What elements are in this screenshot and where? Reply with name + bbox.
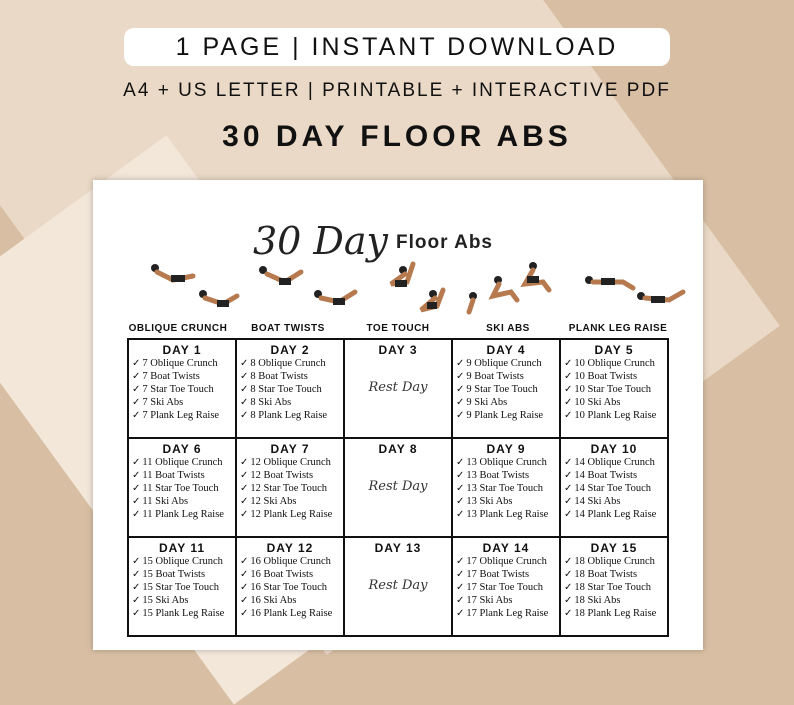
- checkmark-icon: ✓: [456, 496, 465, 507]
- exercise-item: [132, 555, 235, 568]
- caps-title: Floor Abs: [396, 232, 493, 253]
- day-cell: [344, 438, 452, 537]
- exercise-item: [456, 396, 559, 409]
- day-cell: [236, 537, 344, 636]
- exercise-text: 7 Star Toe Touch: [142, 384, 214, 395]
- exercise-item: [240, 607, 343, 620]
- checkmark-icon: ✓: [456, 483, 465, 494]
- exercise-item: [132, 409, 235, 422]
- checkmark-icon: ✓: [132, 595, 141, 606]
- day-label: DAY 7: [270, 442, 310, 456]
- checkmark-icon: ✓: [240, 595, 249, 606]
- checkmark-icon: ✓: [564, 470, 573, 481]
- checkmark-icon: ✓: [240, 509, 249, 520]
- day-calendar-grid: [127, 338, 669, 637]
- day-cell: [128, 537, 236, 636]
- exercise-list: [561, 456, 667, 521]
- exercise-item: [564, 555, 667, 568]
- checkmark-icon: ✓: [240, 470, 249, 481]
- exercise-item: [456, 508, 559, 521]
- exercise-list: [237, 357, 343, 422]
- exercise-text: 16 Star Toe Touch: [250, 582, 327, 593]
- checkmark-icon: ✓: [240, 496, 249, 507]
- exercise-text: 18 Ski Abs: [574, 595, 621, 606]
- headline: 30 DAY FLOOR ABS: [222, 120, 572, 153]
- exercise-item: [132, 456, 235, 469]
- checkmark-icon: ✓: [132, 457, 141, 468]
- checkmark-icon: ✓: [240, 384, 249, 395]
- exercise-list: [129, 456, 235, 521]
- exercise-item: [132, 607, 235, 620]
- exercise-text: 18 Oblique Crunch: [574, 556, 655, 567]
- exercise-list: [129, 555, 235, 620]
- exercise-list: [237, 555, 343, 620]
- banner: 1 PAGE | INSTANT DOWNLOAD: [124, 28, 670, 66]
- exercise-item: [456, 482, 559, 495]
- exercise-item: [564, 383, 667, 396]
- exercise-text: 15 Star Toe Touch: [142, 582, 219, 593]
- exercise-item: [564, 482, 667, 495]
- exercise-item: [132, 396, 235, 409]
- day-label: DAY 1: [162, 343, 202, 357]
- exercise-item: [456, 456, 559, 469]
- checkmark-icon: ✓: [456, 358, 465, 369]
- checkmark-icon: ✓: [240, 582, 249, 593]
- exercise-text: 8 Plank Leg Raise: [250, 410, 328, 421]
- exercise-item: [456, 568, 559, 581]
- exercise-label: SKI ABS: [486, 323, 530, 334]
- ski-abs-figure-icon: [469, 262, 549, 312]
- day-label: DAY 15: [590, 541, 638, 555]
- exercise-item: [132, 508, 235, 521]
- exercise-label: OBLIQUE CRUNCH: [128, 323, 228, 334]
- script-title: 30 Day: [253, 219, 389, 263]
- checkmark-icon: ✓: [132, 384, 141, 395]
- exercise-text: 13 Star Toe Touch: [466, 483, 543, 494]
- exercise-label: BOAT TWISTS: [251, 323, 325, 334]
- checkmark-icon: ✓: [132, 371, 141, 382]
- exercise-text: 9 Boat Twists: [466, 371, 524, 382]
- rest-day-text: Rest Day: [368, 380, 428, 395]
- checkmark-icon: ✓: [564, 358, 573, 369]
- exercise-item: [132, 370, 235, 383]
- exercise-text: 14 Star Toe Touch: [574, 483, 651, 494]
- exercise-text: 13 Boat Twists: [466, 470, 530, 481]
- exercise-list: [453, 357, 559, 422]
- exercise-text: 7 Ski Abs: [142, 397, 184, 408]
- exercise-item: [132, 469, 235, 482]
- exercise-text: 14 Oblique Crunch: [574, 457, 655, 468]
- exercise-item: [240, 594, 343, 607]
- exercise-text: 15 Oblique Crunch: [142, 556, 223, 567]
- exercise-text: 12 Ski Abs: [250, 496, 297, 507]
- checkmark-icon: ✓: [240, 483, 249, 494]
- exercise-text: 12 Oblique Crunch: [250, 457, 331, 468]
- checkmark-icon: ✓: [240, 358, 249, 369]
- day-label: DAY 4: [486, 343, 526, 357]
- exercise-list: [453, 555, 559, 620]
- checkmark-icon: ✓: [456, 470, 465, 481]
- exercise-illustrations: [113, 260, 693, 320]
- day-cell: [344, 339, 452, 438]
- day-cell: [452, 339, 560, 438]
- boat-twists-figure-icon: [259, 266, 355, 305]
- checkmark-icon: ✓: [456, 595, 465, 606]
- exercise-text: 13 Plank Leg Raise: [466, 509, 549, 520]
- exercise-item: [456, 555, 559, 568]
- day-label: DAY 5: [594, 343, 634, 357]
- exercise-text: 10 Ski Abs: [574, 397, 621, 408]
- day-cell: [344, 537, 452, 636]
- checkmark-icon: ✓: [456, 457, 465, 468]
- exercise-item: [240, 469, 343, 482]
- checkmark-icon: ✓: [240, 457, 249, 468]
- exercise-text: 15 Plank Leg Raise: [142, 608, 225, 619]
- exercise-text: 9 Oblique Crunch: [466, 358, 542, 369]
- checkmark-icon: ✓: [132, 582, 141, 593]
- checkmark-icon: ✓: [456, 371, 465, 382]
- exercise-text: 10 Boat Twists: [574, 371, 638, 382]
- exercise-item: [240, 383, 343, 396]
- exercise-text: 8 Ski Abs: [250, 397, 292, 408]
- checkmark-icon: ✓: [240, 410, 249, 421]
- exercise-text: 9 Star Toe Touch: [466, 384, 538, 395]
- exercise-list: [561, 357, 667, 422]
- checkmark-icon: ✓: [456, 509, 465, 520]
- checkmark-icon: ✓: [564, 569, 573, 580]
- exercise-text: 17 Oblique Crunch: [466, 556, 547, 567]
- checkmark-icon: ✓: [456, 582, 465, 593]
- exercise-item: [456, 469, 559, 482]
- checkmark-icon: ✓: [456, 569, 465, 580]
- exercise-item: [240, 581, 343, 594]
- exercise-text: 12 Boat Twists: [250, 470, 314, 481]
- exercise-text: 17 Star Toe Touch: [466, 582, 543, 593]
- exercise-text: 14 Ski Abs: [574, 496, 621, 507]
- checkmark-icon: ✓: [132, 496, 141, 507]
- day-cell: [128, 438, 236, 537]
- checkmark-icon: ✓: [132, 569, 141, 580]
- exercise-figures-icon: [113, 260, 693, 320]
- plank-leg-raise-figure-icon: [585, 276, 683, 303]
- checkmark-icon: ✓: [564, 397, 573, 408]
- checkmark-icon: ✓: [132, 470, 141, 481]
- checkmark-icon: ✓: [456, 397, 465, 408]
- exercise-text: 9 Plank Leg Raise: [466, 410, 544, 421]
- checkmark-icon: ✓: [564, 371, 573, 382]
- checkmark-icon: ✓: [564, 582, 573, 593]
- day-cell: [452, 537, 560, 636]
- exercise-text: 14 Plank Leg Raise: [574, 509, 657, 520]
- day-label: DAY 10: [590, 442, 638, 456]
- exercise-item: [564, 594, 667, 607]
- exercise-label: PLANK LEG RAISE: [568, 323, 668, 334]
- oblique-crunch-figure-icon: [151, 264, 237, 307]
- rest-day-text: Rest Day: [368, 479, 428, 494]
- exercise-item: [564, 357, 667, 370]
- subtitle: A4 + US LETTER | PRINTABLE + INTERACTIVE PDF: [123, 80, 671, 101]
- exercise-item: [564, 581, 667, 594]
- exercise-text: 7 Plank Leg Raise: [142, 410, 220, 421]
- exercise-item: [456, 370, 559, 383]
- exercise-item: [456, 357, 559, 370]
- checkmark-icon: ✓: [564, 595, 573, 606]
- exercise-item: [456, 594, 559, 607]
- exercise-item: [564, 396, 667, 409]
- exercise-text: 7 Boat Twists: [142, 371, 200, 382]
- exercise-item: [132, 495, 235, 508]
- exercise-item: [564, 469, 667, 482]
- day-cell: [236, 339, 344, 438]
- exercise-text: 14 Boat Twists: [574, 470, 638, 481]
- checkmark-icon: ✓: [456, 556, 465, 567]
- exercise-item: [132, 568, 235, 581]
- checkmark-icon: ✓: [456, 608, 465, 619]
- exercise-text: 15 Boat Twists: [142, 569, 206, 580]
- checkmark-icon: ✓: [240, 397, 249, 408]
- exercise-text: 17 Ski Abs: [466, 595, 513, 606]
- checkmark-icon: ✓: [132, 410, 141, 421]
- checkmark-icon: ✓: [564, 457, 573, 468]
- toe-touch-figure-icon: [391, 264, 443, 310]
- exercise-item: [132, 581, 235, 594]
- rest-day-text: Rest Day: [368, 578, 428, 593]
- exercise-item: [240, 456, 343, 469]
- exercise-text: 8 Oblique Crunch: [250, 358, 326, 369]
- exercise-item: [240, 482, 343, 495]
- exercise-text: 11 Ski Abs: [142, 496, 189, 507]
- checkmark-icon: ✓: [132, 608, 141, 619]
- checkmark-icon: ✓: [240, 569, 249, 580]
- checkmark-icon: ✓: [132, 483, 141, 494]
- checkmark-icon: ✓: [564, 509, 573, 520]
- exercise-item: [564, 607, 667, 620]
- day-label: DAY 13: [374, 541, 422, 555]
- exercise-item: [456, 581, 559, 594]
- exercise-text: 10 Plank Leg Raise: [574, 410, 657, 421]
- exercise-text: 10 Star Toe Touch: [574, 384, 651, 395]
- exercise-list: [453, 456, 559, 521]
- checkmark-icon: ✓: [132, 509, 141, 520]
- exercise-labels: [123, 323, 673, 334]
- exercise-item: [564, 568, 667, 581]
- exercise-text: 12 Plank Leg Raise: [250, 509, 333, 520]
- exercise-text: 13 Ski Abs: [466, 496, 513, 507]
- exercise-item: [456, 409, 559, 422]
- exercise-item: [132, 594, 235, 607]
- exercise-text: 8 Boat Twists: [250, 371, 308, 382]
- exercise-item: [240, 409, 343, 422]
- exercise-text: 8 Star Toe Touch: [250, 384, 322, 395]
- day-label: DAY 14: [482, 541, 530, 555]
- exercise-text: 9 Ski Abs: [466, 397, 508, 408]
- checkmark-icon: ✓: [132, 397, 141, 408]
- exercise-text: 18 Star Toe Touch: [574, 582, 651, 593]
- day-label: DAY 3: [378, 343, 418, 357]
- exercise-item: [564, 409, 667, 422]
- exercise-text: 7 Oblique Crunch: [142, 358, 218, 369]
- exercise-item: [132, 482, 235, 495]
- day-cell: [452, 438, 560, 537]
- exercise-item: [240, 396, 343, 409]
- day-label: DAY 8: [378, 442, 418, 456]
- exercise-item: [564, 495, 667, 508]
- exercise-item: [240, 495, 343, 508]
- day-cell: [128, 339, 236, 438]
- exercise-item: [456, 495, 559, 508]
- exercise-text: 17 Boat Twists: [466, 569, 530, 580]
- exercise-item: [564, 370, 667, 383]
- day-label: DAY 2: [270, 343, 310, 357]
- checkmark-icon: ✓: [564, 556, 573, 567]
- exercise-item: [564, 508, 667, 521]
- checkmark-icon: ✓: [564, 496, 573, 507]
- exercise-text: 11 Oblique Crunch: [142, 457, 223, 468]
- exercise-text: 11 Boat Twists: [142, 470, 205, 481]
- checkmark-icon: ✓: [240, 371, 249, 382]
- exercise-item: [132, 357, 235, 370]
- checkmark-icon: ✓: [132, 556, 141, 567]
- exercise-item: [240, 568, 343, 581]
- exercise-text: 18 Boat Twists: [574, 569, 638, 580]
- exercise-text: 11 Plank Leg Raise: [142, 509, 224, 520]
- day-cell: [560, 537, 668, 636]
- day-cell: [560, 339, 668, 438]
- day-label: DAY 12: [266, 541, 314, 555]
- checkmark-icon: ✓: [564, 608, 573, 619]
- exercise-item: [132, 383, 235, 396]
- checkmark-icon: ✓: [240, 556, 249, 567]
- checkmark-icon: ✓: [564, 410, 573, 421]
- exercise-text: 16 Ski Abs: [250, 595, 297, 606]
- checkmark-icon: ✓: [564, 384, 573, 395]
- exercise-text: 16 Boat Twists: [250, 569, 314, 580]
- exercise-text: 12 Star Toe Touch: [250, 483, 327, 494]
- document-title: [253, 210, 493, 263]
- exercise-text: 17 Plank Leg Raise: [466, 608, 549, 619]
- checkmark-icon: ✓: [564, 483, 573, 494]
- exercise-text: 13 Oblique Crunch: [466, 457, 547, 468]
- checkmark-icon: ✓: [456, 384, 465, 395]
- exercise-list: [237, 456, 343, 521]
- exercise-item: [456, 383, 559, 396]
- exercise-item: [240, 508, 343, 521]
- exercise-text: 18 Plank Leg Raise: [574, 608, 657, 619]
- exercise-text: 16 Plank Leg Raise: [250, 608, 333, 619]
- exercise-text: 16 Oblique Crunch: [250, 556, 331, 567]
- exercise-item: [240, 357, 343, 370]
- day-label: DAY 11: [158, 541, 206, 555]
- exercise-item: [240, 370, 343, 383]
- exercise-item: [564, 456, 667, 469]
- printable-page: [93, 180, 703, 650]
- checkmark-icon: ✓: [240, 608, 249, 619]
- day-cell: [560, 438, 668, 537]
- exercise-item: [456, 607, 559, 620]
- checkmark-icon: ✓: [132, 358, 141, 369]
- exercise-item: [240, 555, 343, 568]
- day-cell: [236, 438, 344, 537]
- day-label: DAY 6: [162, 442, 202, 456]
- checkmark-icon: ✓: [456, 410, 465, 421]
- exercise-list: [129, 357, 235, 422]
- exercise-list: [561, 555, 667, 620]
- exercise-label: TOE TOUCH: [366, 323, 430, 334]
- exercise-text: 11 Star Toe Touch: [142, 483, 219, 494]
- exercise-text: 10 Oblique Crunch: [574, 358, 655, 369]
- day-label: DAY 9: [486, 442, 526, 456]
- exercise-text: 15 Ski Abs: [142, 595, 189, 606]
